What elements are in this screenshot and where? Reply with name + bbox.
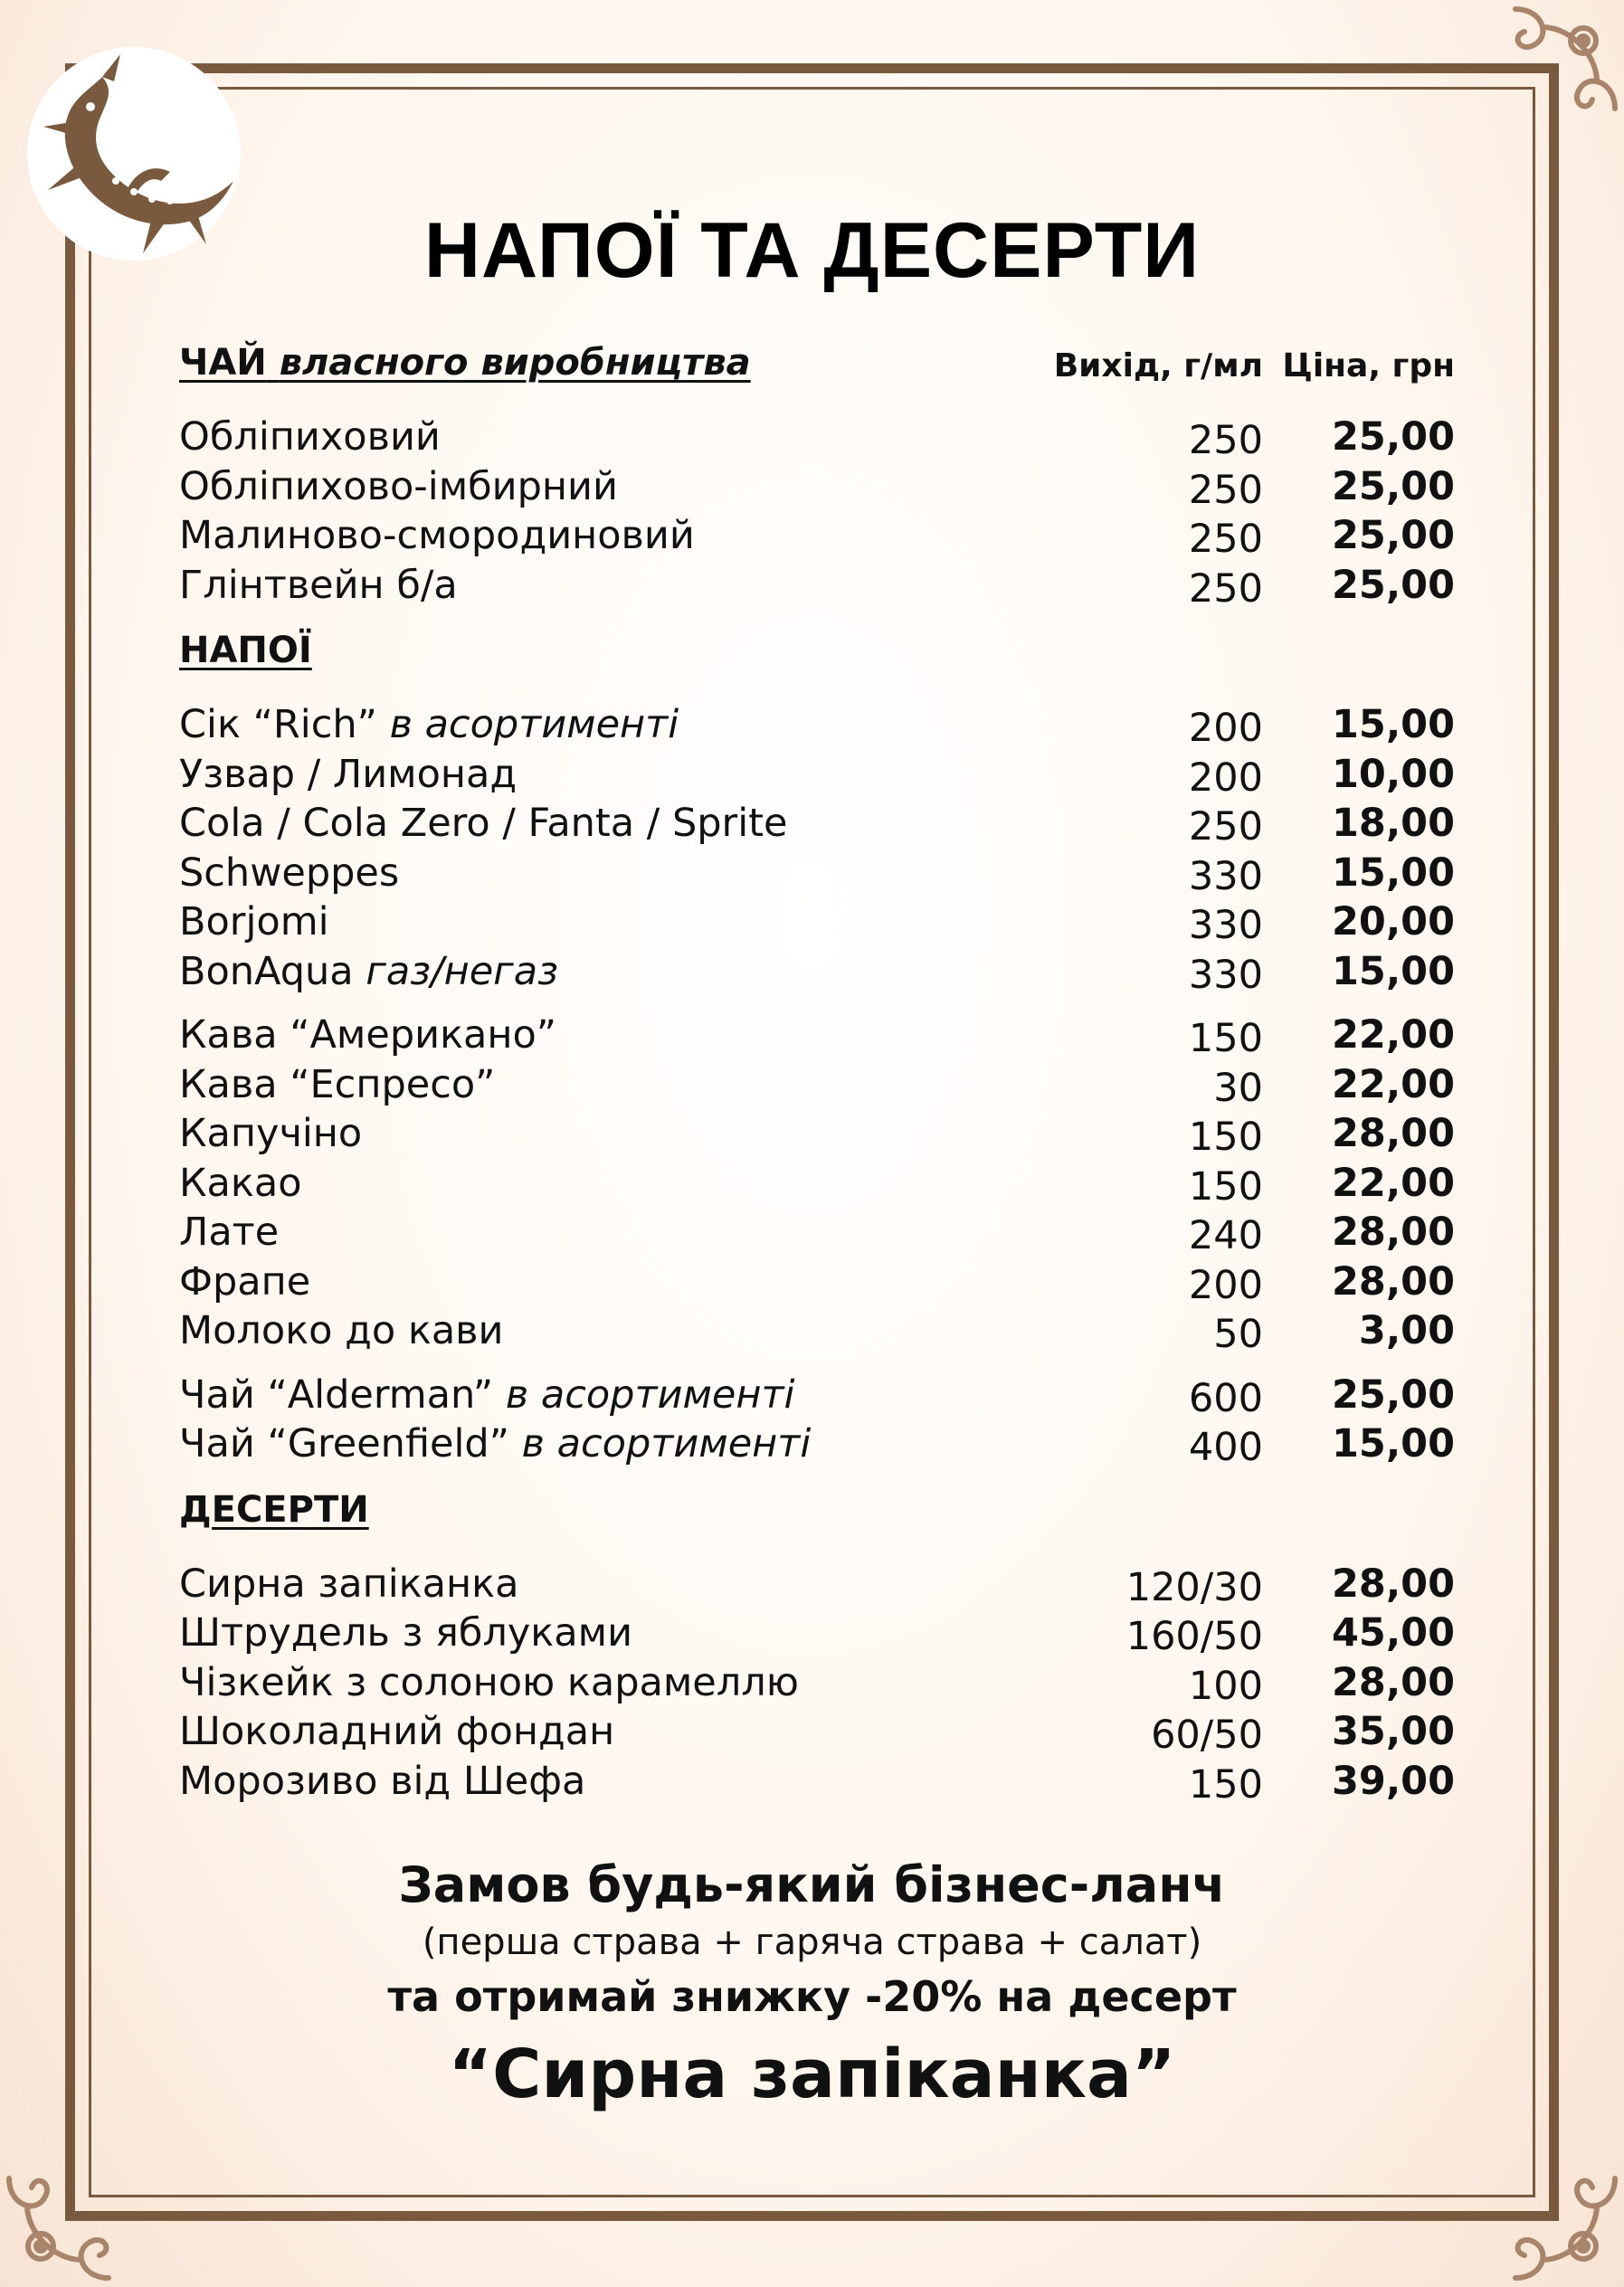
item-note: в асортименті bbox=[521, 1421, 812, 1466]
item-note: в асортименті bbox=[505, 1371, 795, 1418]
item-price: 25,00 bbox=[1331, 463, 1455, 509]
item-qty: 50 bbox=[1213, 1312, 1263, 1357]
section-drinks-header bbox=[179, 630, 1455, 682]
menu-item bbox=[179, 1759, 1455, 1808]
desserts-items bbox=[179, 1561, 1455, 1808]
item-price: 22,00 bbox=[1331, 1012, 1455, 1058]
section-desserts-header bbox=[179, 1489, 1455, 1542]
item-qty: 160/50 bbox=[1125, 1614, 1263, 1659]
item-qty: 330 bbox=[1188, 952, 1263, 998]
item-qty: 330 bbox=[1188, 853, 1263, 899]
item-name bbox=[179, 949, 558, 994]
item-price: 15,00 bbox=[1331, 849, 1455, 896]
menu-item bbox=[179, 563, 1455, 612]
menu-item bbox=[179, 1161, 1455, 1210]
item-qty: 600 bbox=[1188, 1375, 1263, 1421]
item-price: 10,00 bbox=[1331, 751, 1455, 797]
item-name-text: Чай “Greenfield” bbox=[179, 1421, 522, 1466]
item-price: 28,00 bbox=[1331, 1659, 1455, 1705]
promo-dessert-name: “Сирна запіканка” bbox=[448, 2036, 1176, 2113]
item-price: 25,00 bbox=[1331, 414, 1455, 460]
menu-item bbox=[179, 1210, 1455, 1259]
item-name: Фрапе bbox=[179, 1258, 311, 1305]
item-qty: 150 bbox=[1188, 1163, 1263, 1210]
item-qty: 330 bbox=[1188, 903, 1263, 948]
item-qty: 30 bbox=[1213, 1065, 1263, 1111]
item-price: 18,00 bbox=[1331, 801, 1455, 846]
menu-item bbox=[179, 702, 1455, 752]
item-name bbox=[179, 1372, 794, 1418]
column-header-qty: Вихід, г/мл bbox=[1053, 347, 1263, 384]
item-name: Глінтвейн б/а bbox=[179, 562, 458, 608]
item-price: 22,00 bbox=[1331, 1160, 1455, 1206]
item-price: 3,00 bbox=[1358, 1308, 1455, 1353]
item-qty: 250 bbox=[1188, 565, 1263, 612]
item-price: 39,00 bbox=[1331, 1758, 1455, 1804]
menu-item bbox=[179, 1012, 1455, 1062]
item-qty: 250 bbox=[1188, 418, 1263, 463]
item-note: в асортименті bbox=[389, 702, 679, 747]
item-name: Кава “Американо” bbox=[179, 1012, 557, 1058]
item-name-text: BonAqua bbox=[179, 948, 366, 994]
corner-ornament-top-right bbox=[1488, 0, 1624, 136]
item-qty: 240 bbox=[1188, 1213, 1263, 1258]
menu-item bbox=[179, 1610, 1455, 1660]
corner-ornament-bottom-right bbox=[1488, 2151, 1624, 2287]
item-name: Сирна запіканка bbox=[179, 1561, 519, 1607]
item-note: газ/негаз bbox=[366, 948, 558, 994]
section-title-main: ЧАЙ bbox=[179, 342, 267, 384]
item-name: Кава “Еспресо” bbox=[179, 1061, 496, 1107]
item-qty: 60/50 bbox=[1151, 1713, 1263, 1758]
menu-item bbox=[179, 1709, 1455, 1759]
corner-ornament-bottom-left bbox=[0, 2151, 136, 2287]
item-price: 28,00 bbox=[1331, 1210, 1455, 1255]
item-price: 25,00 bbox=[1331, 513, 1455, 558]
menu-item bbox=[179, 464, 1455, 514]
menu-item bbox=[179, 1561, 1455, 1611]
item-name: Капучіно bbox=[179, 1111, 363, 1156]
item-price: 45,00 bbox=[1331, 1610, 1455, 1656]
item-price: 25,00 bbox=[1331, 562, 1455, 608]
item-name-text: Чай “Alderman” bbox=[179, 1371, 506, 1418]
item-qty: 400 bbox=[1188, 1425, 1263, 1470]
item-qty: 150 bbox=[1188, 1016, 1263, 1061]
item-name: Borjomi bbox=[179, 899, 329, 944]
item-name: Малиново-смородиновий bbox=[179, 513, 695, 558]
section-title: ДЕСЕРТИ bbox=[179, 1488, 369, 1531]
menu-item bbox=[179, 414, 1455, 464]
item-name-text: Сік “Rich” bbox=[179, 702, 390, 747]
item-price: 20,00 bbox=[1331, 899, 1455, 944]
promo-headline: Замов будь-який бізнес-ланч bbox=[398, 1856, 1226, 1913]
menu-item bbox=[179, 899, 1455, 949]
item-name: Обліпихово-імбирний bbox=[179, 463, 618, 509]
item-qty: 250 bbox=[1188, 467, 1263, 513]
item-price: 28,00 bbox=[1331, 1111, 1455, 1156]
item-price: 15,00 bbox=[1331, 702, 1455, 747]
menu-item bbox=[179, 1259, 1455, 1309]
menu-item bbox=[179, 1308, 1455, 1358]
section-subtitle: власного виробництва bbox=[279, 342, 751, 384]
item-qty: 200 bbox=[1188, 754, 1263, 801]
menu-item bbox=[179, 513, 1455, 563]
page-title: НАПОЇ ТА ДЕСЕРТИ bbox=[423, 207, 1201, 294]
item-name: Обліпиховий bbox=[179, 414, 441, 460]
item-qty: 100 bbox=[1188, 1663, 1263, 1709]
menu-item bbox=[179, 1372, 1455, 1422]
item-price: 28,00 bbox=[1331, 1258, 1455, 1305]
item-name: Морозиво від Шефа bbox=[179, 1758, 586, 1804]
menu-item bbox=[179, 1111, 1455, 1161]
item-price: 15,00 bbox=[1331, 948, 1455, 994]
menu-item bbox=[179, 1421, 1455, 1471]
item-price: 22,00 bbox=[1331, 1061, 1455, 1107]
tea-items bbox=[179, 414, 1455, 612]
item-qty: 120/30 bbox=[1125, 1564, 1263, 1610]
item-qty: 200 bbox=[1188, 706, 1263, 751]
item-price: 25,00 bbox=[1331, 1371, 1455, 1418]
item-name bbox=[179, 702, 679, 747]
item-qty: 150 bbox=[1188, 1761, 1263, 1808]
menu-item bbox=[179, 850, 1455, 900]
menu-item bbox=[179, 949, 1455, 999]
item-qty: 250 bbox=[1188, 804, 1263, 849]
item-name bbox=[179, 1421, 811, 1466]
section-tea-header bbox=[179, 342, 1455, 394]
item-name: Шоколадний фондан bbox=[179, 1709, 615, 1754]
item-price: 28,00 bbox=[1331, 1561, 1455, 1607]
drinks-items bbox=[179, 702, 1455, 1471]
column-header-price: Ціна, грн bbox=[1282, 347, 1455, 384]
item-name: Cola / Cola Zero / Fanta / Sprite bbox=[179, 801, 788, 846]
promo-discount: та отримай знижку -20% на десерт bbox=[387, 1972, 1237, 2021]
item-qty: 150 bbox=[1188, 1115, 1263, 1160]
item-qty: 200 bbox=[1188, 1262, 1263, 1308]
section-title: НАПОЇ bbox=[179, 630, 312, 671]
item-name: Штрудель з яблуками bbox=[179, 1610, 633, 1656]
menu-item bbox=[179, 1660, 1455, 1710]
section-title bbox=[179, 342, 751, 384]
item-qty: 250 bbox=[1188, 517, 1263, 562]
item-price: 15,00 bbox=[1331, 1421, 1455, 1466]
item-name: Schweppes bbox=[179, 849, 400, 896]
item-name: Чізкейк з солоною карамеллю bbox=[179, 1659, 799, 1705]
promo-details: (перша страва + гаряча страва + салат) bbox=[422, 1922, 1202, 1963]
menu bbox=[179, 342, 1455, 1808]
item-name: Какао bbox=[179, 1160, 302, 1206]
menu-item bbox=[179, 801, 1455, 850]
item-price: 35,00 bbox=[1331, 1709, 1455, 1754]
item-name: Узвар / Лимонад bbox=[179, 751, 518, 797]
item-name: Лате bbox=[179, 1210, 280, 1255]
item-name: Молоко до кави bbox=[179, 1308, 504, 1353]
menu-item bbox=[179, 752, 1455, 802]
menu-item bbox=[179, 1062, 1455, 1112]
